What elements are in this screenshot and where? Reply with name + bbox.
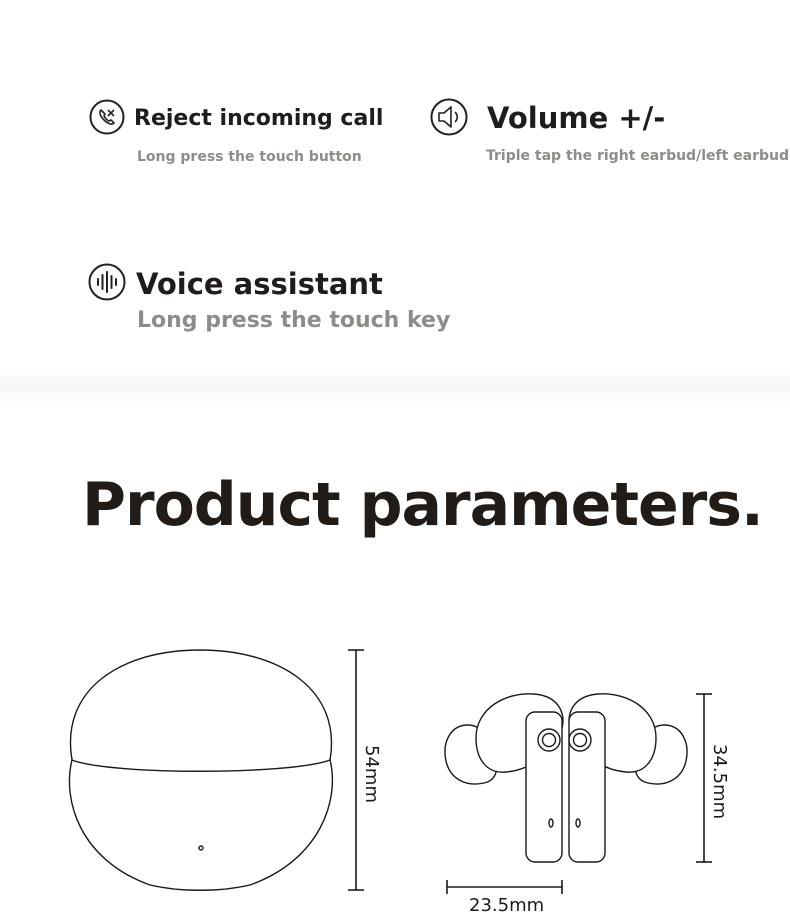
- earbuds-drawing: [445, 694, 687, 862]
- earbud-height-label: 34.5mm: [709, 744, 730, 820]
- section-title: Product parameters.: [82, 470, 763, 540]
- speaker-icon: [430, 98, 468, 136]
- feature-description: Long press the touch button: [137, 149, 362, 165]
- feature-title: Voice assistant: [136, 267, 383, 301]
- feature-description: Triple tap the right earbud/left earbud: [486, 148, 790, 164]
- feature-title: Reject incoming call: [134, 106, 384, 131]
- product-dimension-drawing: [0, 600, 790, 912]
- earbud-width-dimension: [447, 880, 562, 894]
- feature-title: Volume +/-: [487, 101, 666, 135]
- charging-case-drawing: [69, 650, 332, 890]
- voice-wave-icon: [88, 263, 126, 301]
- earbud-width-label: 23.5mm: [469, 895, 545, 912]
- phone-reject-icon: [89, 99, 125, 135]
- feature-description: Long press the touch key: [137, 308, 451, 333]
- case-height-label: 54mm: [361, 745, 382, 803]
- section-divider: [0, 368, 790, 408]
